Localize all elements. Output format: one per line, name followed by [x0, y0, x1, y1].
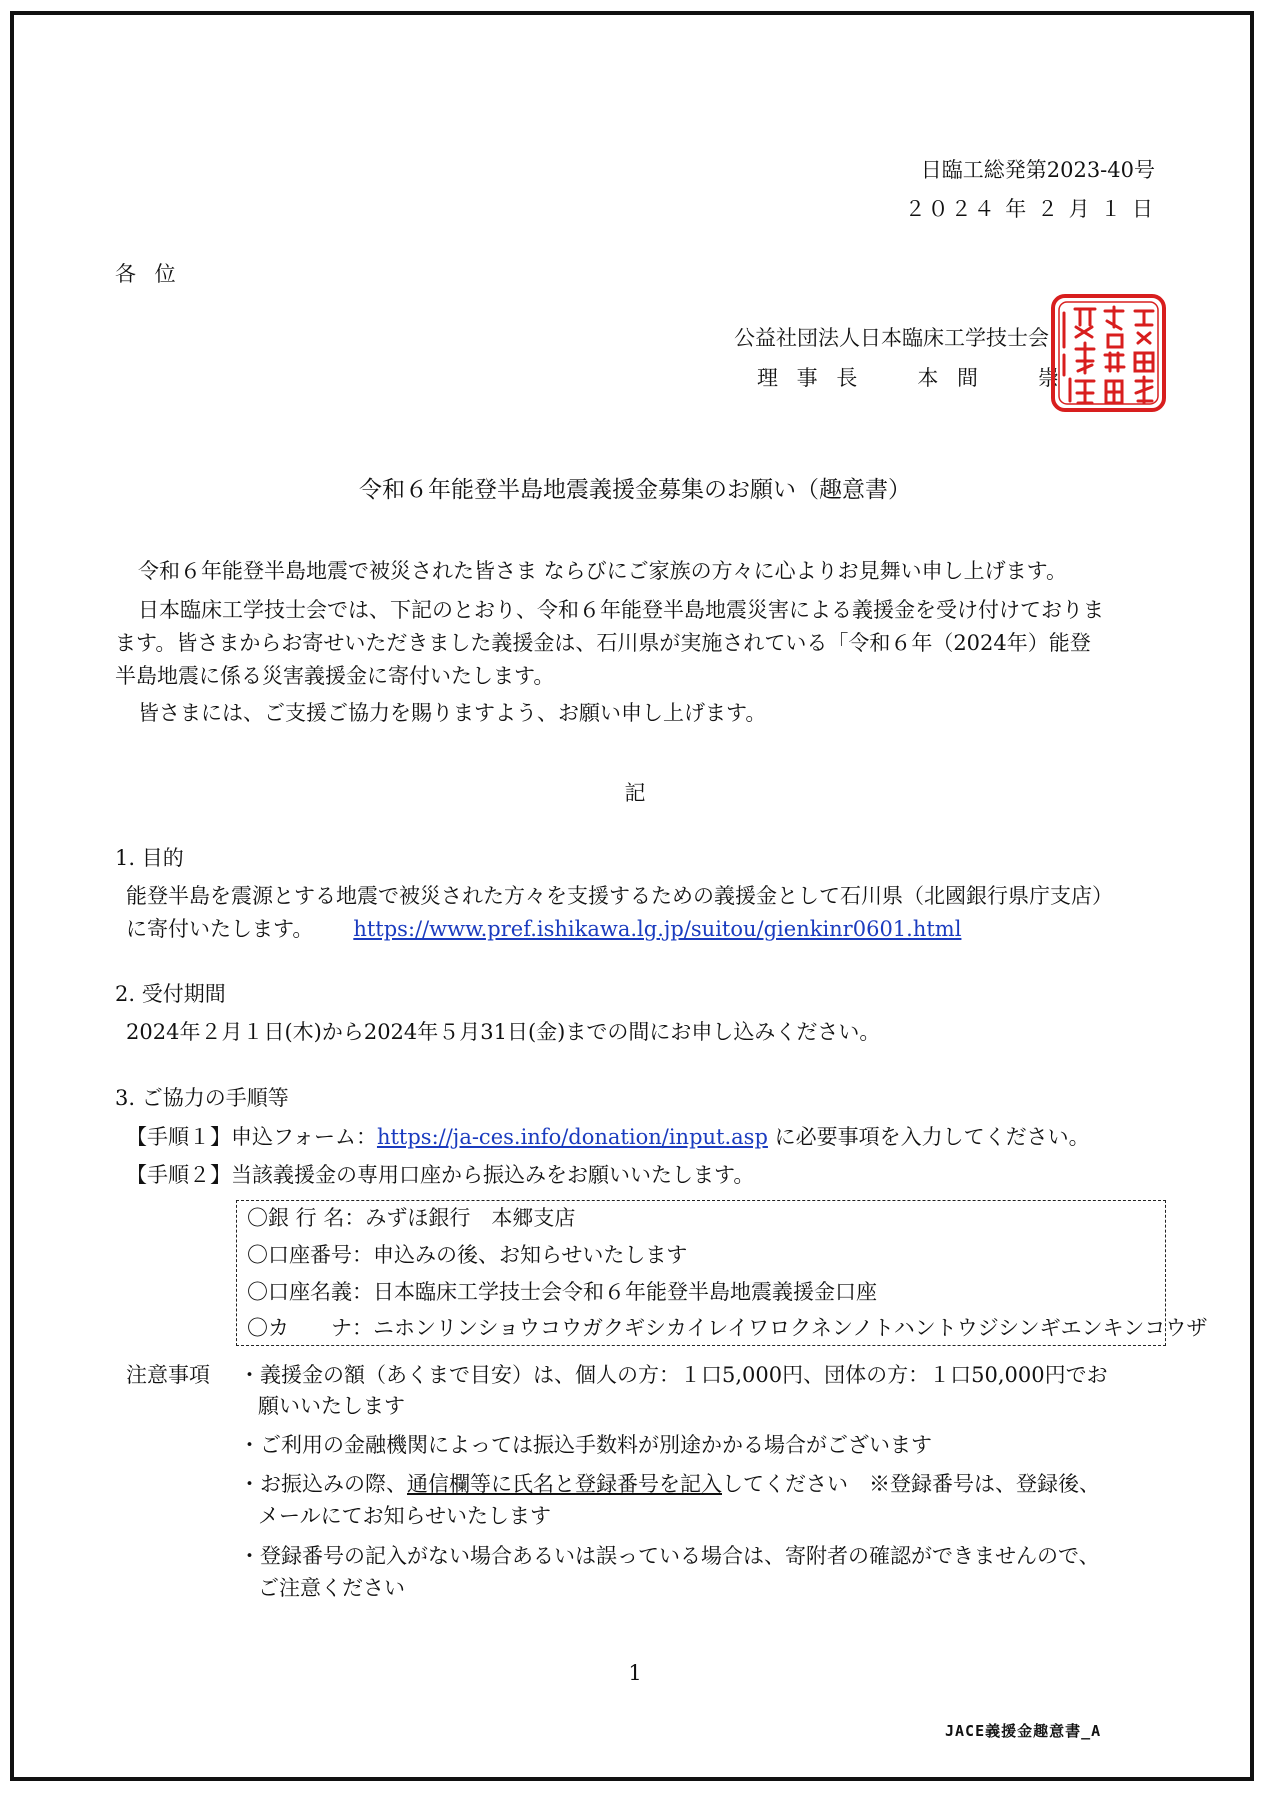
intro-paragraph-3: 皆さまには、ご支援ご協力を賜りますよう、お願い申し上げます。 — [138, 701, 767, 725]
note-3-line-1 — [239, 1468, 1100, 1500]
note-3-suffix: してください ※登録番号は、登録後、 — [722, 1472, 1100, 1496]
bank-account-number: 〇口座番号：申込みの後、お知らせいたします — [247, 1243, 688, 1267]
note-4-line-1: ・登録番号の記入がない場合あるいは誤っている場合は、寄附者の確認ができませんので、 — [239, 1544, 1100, 1568]
donation-form-link[interactable]: https://ja-ces.info/donation/input.asp — [376, 1125, 768, 1149]
note-1-line-2: 願いいたします — [258, 1394, 405, 1418]
note-4-line-2: ご注意ください — [258, 1576, 405, 1600]
section-purpose-heading: 1. 目的 — [115, 846, 184, 870]
document-title: 令和６年能登半島地震義援金募集のお願い（趣意書） — [359, 477, 911, 503]
addressee: 各 位 — [115, 262, 182, 286]
ki-heading: 記 — [624, 781, 646, 805]
note-3-line-2: メールにてお知らせいたします — [258, 1504, 551, 1528]
sender-title: 理 事 長 本 間 崇 — [757, 366, 1066, 390]
step-1-label: 【手順１】 — [126, 1125, 231, 1149]
intro-paragraph-1: 令和６年能登半島地震で被災された皆さま ならびにご家族の方々に心よりお見舞い申し上げます。 — [138, 559, 1067, 583]
ishikawa-donation-link[interactable]: https://www.pref.ishikawa.lg.jp/suitou/gienkinr0601.html — [353, 917, 962, 941]
note-1-line-1: ・義援金の額（あくまで目安）は、個人の方：１口5,000円、団体の方：１口50,000円でお — [239, 1363, 1108, 1387]
official-seal — [1050, 293, 1167, 413]
intro-paragraph-2-line-2: ます。皆さまからお寄せいただきました義援金は、石川県が実施されている「令和６年（2024年）能登 — [115, 631, 1091, 655]
procedure-step-2 — [126, 1159, 754, 1191]
section-period-heading: 2. 受付期間 — [115, 982, 226, 1006]
section-purpose-line-2 — [126, 913, 961, 945]
bank-account-kana: 〇カ ナ：ニホンリンショウコウガクギシカイレイワロクネンノトハントウジシンギエンキンコウザ — [247, 1316, 1208, 1340]
section-purpose-text: に寄付いたします。 — [126, 917, 314, 941]
note-3-underlined: 通信欄等に氏名と登録番号を記入 — [407, 1472, 722, 1496]
bank-account-name: 〇口座名義：日本臨床工学技士会令和６年能登半島地震義援金口座 — [247, 1280, 877, 1304]
footer-document-code: JACE義援金趣意書_A — [945, 1722, 1102, 1740]
note-3-prefix: ・お振込みの際、 — [239, 1472, 407, 1496]
note-2: ・ご利用の金融機関によっては振込手数料が別途かかる場合がございます — [239, 1433, 932, 1457]
step-2-label: 【手順２】 — [126, 1163, 231, 1187]
page-number: 1 — [628, 1661, 642, 1685]
intro-paragraph-2-line-1: 日本臨床工学技士会では、下記のとおり、令和６年能登半島地震災害による義援金を受け付けておりま — [138, 598, 1104, 622]
document-number: 日臨工総発第2023-40号 — [920, 158, 1155, 182]
sender-organization: 公益社団法人日本臨床工学技士会 — [734, 326, 1049, 350]
step-2-text: 当該義援金の専用口座から振込みをお願いいたします。 — [231, 1163, 755, 1187]
notes-label: 注意事項 — [126, 1363, 210, 1387]
step-1-prefix: 申込フォーム： — [231, 1125, 377, 1149]
bank-account-box — [236, 1200, 1208, 1346]
step-1-suffix: に必要事項を入力してください。 — [767, 1125, 1090, 1149]
bank-name: 〇銀 行 名：みずほ銀行 本郷支店 — [247, 1206, 576, 1230]
section-purpose-line-1: 能登半島を震源とする地震で被災された方々を支援するための義援金として石川県（北國銀行県庁支店） — [126, 884, 1113, 908]
procedure-step-1 — [126, 1121, 1090, 1153]
section-period-text: 2024年２月１日(木)から2024年５月31日(金)までの間にお申し込みください。 — [126, 1020, 881, 1044]
intro-paragraph-2-line-3: 半島地震に係る災害義援金に寄付いたします。 — [115, 664, 555, 688]
section-procedure-heading: 3. ご協力の手順等 — [115, 1086, 289, 1110]
document-date: ２０２４ 年 ２ 月 １ 日 — [904, 197, 1155, 221]
